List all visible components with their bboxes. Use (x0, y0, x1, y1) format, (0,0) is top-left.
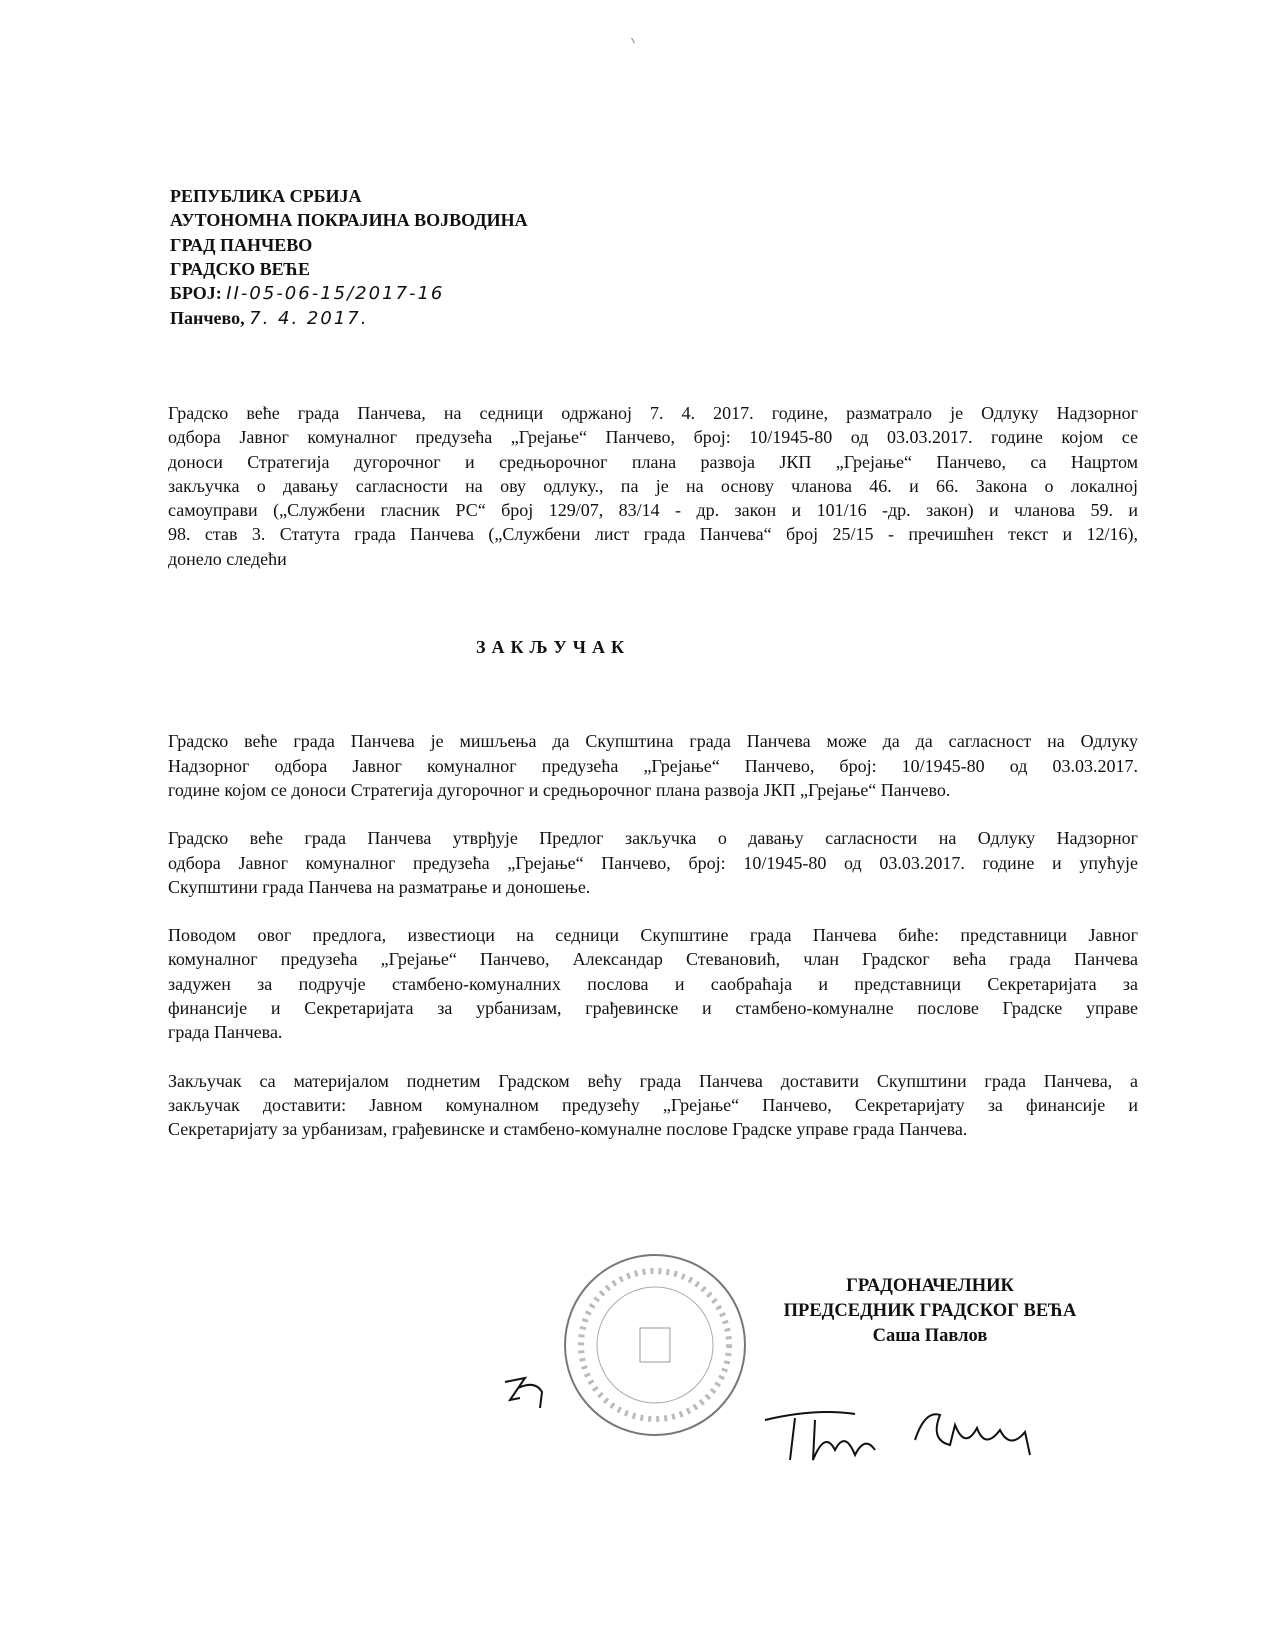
text-line: 98. став 3. Статута града Панчева („Службени лист града Панчева“ број 25/15 - пречишћен текст и 12/16), (168, 524, 1138, 545)
header-line: РЕПУБЛИКА СРБИЈА (170, 186, 362, 206)
header-line: ГРАДСКО ВЕЋЕ (170, 258, 311, 279)
official-stamp (560, 1250, 750, 1440)
signatory-title: ПРЕДСЕДНИК ГРАДСКОГ ВЕЋА (783, 1301, 1077, 1321)
text-line: одбора Јавног комуналног предузећа „Грејање“ Панчево, број: 10/1945-80 од 03.03.2017. године којом се (168, 427, 1138, 448)
text-line: Скупштини града Панчева на разматрање и доношење. (168, 876, 591, 897)
paragraph-2 (168, 826, 1138, 899)
date-value: 7. 4. 2017. (249, 308, 369, 330)
paragraph-1 (168, 729, 1138, 802)
place-label: Панчево, (170, 308, 245, 329)
document-body (168, 401, 1138, 1166)
text-line: Надзорног одбора Јавног комуналног предузећа „Грејање“ Панчево, број: 10/1945-80 од 03.03.2017. (168, 755, 1138, 776)
text-line: донело следећи (168, 548, 287, 569)
text-line: комуналног предузећа „Грејање“ Панчево, Александар Стевановић, члан Градског већа града Панчева (168, 949, 1138, 970)
text-line: године којом се доноси Стратегија дугорочног и средњорочног плана развоја ЈКП „Грејање“ Панчево. (168, 779, 951, 800)
document-number (170, 281, 528, 306)
text-line: града Панчева. (168, 1022, 283, 1043)
text-line: закључак доставити: Јавном комуналном предузећу „Грејање“ Панчево, Секретаријату за финансије и (168, 1094, 1138, 1115)
signature-block (770, 1274, 1090, 1349)
paragraph-4 (168, 1069, 1138, 1142)
text-line: задужен за подручје стамбено-комуналних послова и саобраћаја и представници Секретаријата за (168, 973, 1138, 994)
number-value: II-05-06-15/2017-16 (226, 283, 445, 305)
intro-paragraph (168, 401, 1138, 571)
conclusion-title: ЗАКЉУЧАК (475, 637, 631, 658)
document-header (170, 184, 528, 332)
text-line: Закључак са материјалом поднетим Градском већу града Панчева доставити Скупштини града Панчева, а (168, 1070, 1138, 1091)
initials-signature (500, 1370, 560, 1415)
text-line: самоуправи („Службени гласник РС“ број 129/07, 83/14 - др. закон и 101/16 -др. закон) и чланова 59. и (168, 500, 1138, 521)
header-line: ГРАД ПАНЧЕВО (170, 234, 313, 255)
signatory-name: Саша Павлов (872, 1326, 988, 1346)
text-line: одбора Јавног комуналног предузећа „Грејање“ Панчево, број: 10/1945-80 од 03.03.2017. године и упућује (168, 852, 1138, 873)
text-line: финансије и Секретаријата за урбанизам, грађевинске и стамбено-комуналне послове Градске управе (168, 998, 1138, 1019)
handwritten-signature (755, 1400, 1095, 1470)
text-line: доноси Стратегија дугорочног и средњорочног плана развоја ЈКП „Грејање“ Панчево, са Нацртом (168, 451, 1138, 472)
number-label: БРОЈ: (170, 283, 222, 304)
text-line: Градско веће града Панчева је мишљења да Скупштина града Панчева може да да сагласност на Одлуку (168, 731, 1138, 752)
text-line: Секретаријату за урбанизам, грађевинске и стамбено-комуналне послове Градске управе града Панчева. (168, 1119, 968, 1140)
text-line: закључка о давању сагласности на ову одлуку., па је на основу чланова 46. и 66. Закона о локалној (168, 475, 1138, 496)
text-line: Градско веће града Панчева, на седници одржаној 7. 4. 2017. године, разматрало је Одлуку Надзорног (168, 403, 1138, 423)
text-line: Градско веће града Панчева утврђује Предлог закључка о давању сагласности на Одлуку Надзорног (168, 828, 1138, 849)
paragraph-3 (168, 923, 1138, 1044)
header-line: АУТОНОМНА ПОКРАЈИНА ВОЈВОДИНА (170, 210, 528, 231)
signatory-title: ГРАДОНАЧЕЛНИК (846, 1276, 1014, 1296)
text-line: Поводом овог предлога, известиоци на седници Скупштине града Панчева биће: представници Јавног (168, 925, 1138, 946)
document-date (170, 306, 528, 331)
scan-artifact (631, 38, 635, 44)
